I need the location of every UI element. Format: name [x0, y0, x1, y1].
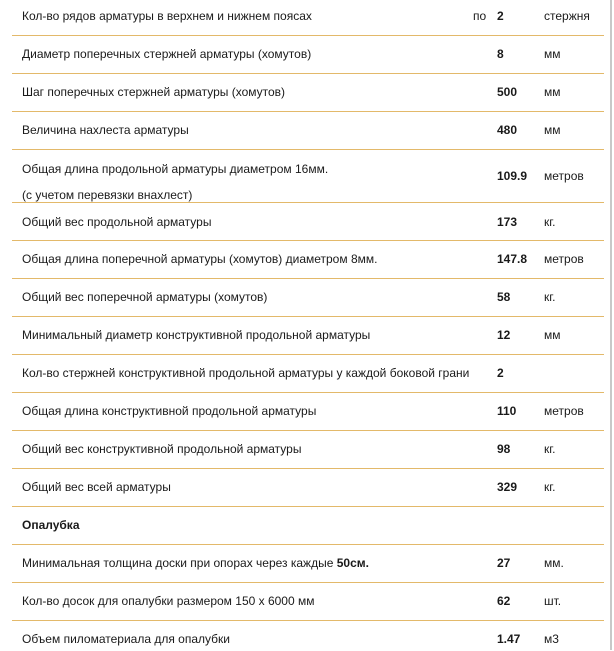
table-row	[12, 279, 604, 317]
row-unit: стержня	[544, 9, 590, 23]
row-value: 500	[497, 85, 518, 99]
row-label-line2: (с учетом перевязки внахлест)	[22, 188, 193, 202]
table-row	[12, 355, 604, 393]
table-row	[12, 545, 604, 583]
row-value: 110	[497, 404, 517, 418]
row-label-line1: Общая длина продольной арматуры диаметром 16мм.	[22, 162, 329, 176]
row-unit: мм.	[544, 556, 564, 570]
row-label: Шаг поперечных стержней арматуры (хомутов)	[22, 85, 286, 99]
table-row	[12, 621, 604, 651]
table-row	[12, 393, 604, 431]
row-label	[22, 556, 369, 570]
row-label: Кол-во стержней конструктивной продольной арматуры у каждой боковой грани	[22, 366, 470, 380]
row-value: 173	[497, 215, 518, 229]
row-label: Общий вес поперечной арматуры (хомутов)	[22, 290, 268, 304]
table-row	[12, 36, 604, 74]
table-row	[12, 317, 604, 355]
row-value: 109.9	[497, 169, 528, 183]
row-unit: мм	[544, 123, 561, 137]
row-label: Величина нахлеста арматуры	[22, 123, 189, 137]
row-value: 58	[497, 290, 511, 304]
row-label: Объем пиломатериала для опалубки	[22, 632, 230, 646]
row-label: Кол-во рядов арматуры в верхнем и нижнем поясах	[22, 9, 312, 23]
table-row	[12, 241, 604, 279]
row-value: 98	[497, 442, 511, 456]
table-row	[12, 112, 604, 150]
row-unit: кг.	[544, 480, 556, 494]
row-unit: шт.	[544, 594, 562, 608]
row-unit: м3	[544, 632, 559, 646]
row-label: Общий вес всей арматуры	[22, 480, 171, 494]
row-unit: мм	[544, 47, 561, 61]
row-label: Общая длина поперечной арматуры (хомутов) диаметром 8мм.	[22, 252, 378, 266]
row-label: Общий вес продольной арматуры	[22, 215, 212, 229]
row-value: 2	[497, 366, 504, 380]
row-label: Минимальный диаметр конструктивной продольной арматуры	[22, 328, 371, 342]
row-label-text: Минимальная толщина доски при опорах через каждые	[22, 556, 337, 570]
table-row	[12, 203, 604, 241]
row-label: Общая длина конструктивной продольной арматуры	[22, 404, 317, 418]
row-unit: мм	[544, 328, 561, 342]
table-row	[12, 74, 604, 112]
row-value: 8	[497, 47, 504, 61]
row-value: 329	[497, 480, 518, 494]
row-value: 1.47	[497, 632, 521, 646]
row-value: 147.8	[497, 252, 528, 266]
row-label: Диаметр поперечных стержней арматуры (хомутов)	[22, 47, 312, 61]
row-unit: метров	[544, 404, 584, 418]
row-value: 62	[497, 594, 511, 608]
row-unit: мм	[544, 85, 561, 99]
row-label	[22, 156, 328, 208]
row-value: 480	[497, 123, 518, 137]
row-label: Кол-во досок для опалубки размером 150 х 6000 мм	[22, 594, 315, 608]
table-row	[12, 150, 604, 203]
table-row	[12, 431, 604, 469]
table-row	[12, 469, 604, 507]
table-row	[12, 583, 604, 621]
row-unit: кг.	[544, 215, 556, 229]
row-prefix: по	[473, 9, 487, 23]
row-value: 2	[497, 9, 504, 23]
row-value: 27	[497, 556, 511, 570]
row-label-bold: 50см.	[336, 556, 369, 570]
row-unit: кг.	[544, 290, 556, 304]
table-row	[12, 0, 604, 36]
section-header-row	[12, 507, 604, 545]
row-unit: метров	[544, 252, 584, 266]
row-unit: метров	[544, 169, 584, 183]
row-value: 12	[497, 328, 511, 342]
section-title: Опалубка	[22, 518, 80, 532]
row-unit: кг.	[544, 442, 556, 456]
row-label: Общий вес конструктивной продольной арматуры	[22, 442, 302, 456]
